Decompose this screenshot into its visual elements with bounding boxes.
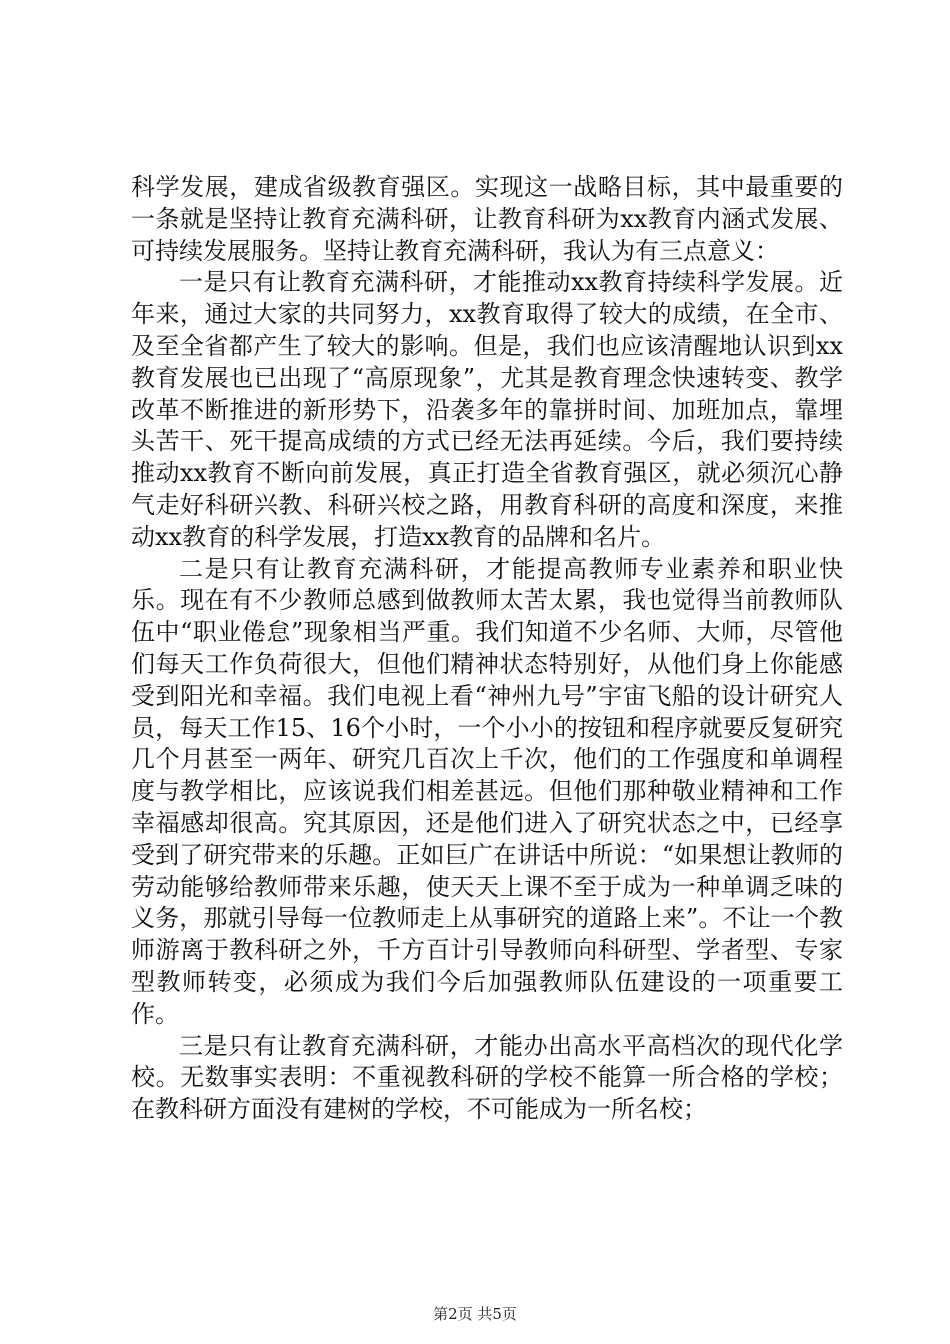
document-body: [131, 172, 843, 1126]
paragraph-continued: 科学发展，建成省级教育强区。实现这一战略目标，其中最重要的一条就是坚持让教育充满科研，让教育科研为xx教育内涵式发展、可持续发展服务。坚持让教育充满科研，我认为有三点意义：: [131, 173, 843, 265]
paragraph-point-two: 二是只有让教育充满科研，才能提高教师专业素养和职业快乐。现在有不少教师总感到做教师太苦太累，我也觉得当前教师队伍中“职业倦怠”现象相当严重。我们知道不少名师、大师，尽管他们每天工作负荷很大，但他们精神状态特别好，从他们身上你能感受到阳光和幸福。我们电视上看“神州九号”宇宙飞船的设计研究人员，每天工作15、16个小时，一个小小的按钮和程序就要反复研究几个月甚至一两年、研究几百次上千次，他们的工作强度和单调程度与教学相比，应该说我们相差甚远。但他们那种敬业精神和工作幸福感却很高。究其原因，还是他们进入了研究状态之中，已经享受到了研究带来的乐趣。正如巨广在讲话中所说：“如果想让教师的劳动能够给教师带来乐趣，使天天上课不至于成为一种单调乏味的义务，那就引导每一位教师走上从事研究的道路上来”。不让一个教师游离于教科研之外，千方百计引导教师向科研型、学者型、专家型教师转变，必须成为我们今后加强教师队伍建设的一项重要工作。: [131, 554, 843, 1028]
paragraph-point-one: 一是只有让教育充满科研，才能推动xx教育持续科学发展。近年来，通过大家的共同努力，xx教育取得了较大的成绩，在全市、及至全省都产生了较大的影响。但是，我们也应该清醒地认识到xx教育发展也已出现了“高原现象”，尤其是教育理念快速转变、教学改革不断推进的新形势下，沿袭多年的靠拼时间、加班加点，靠埋头苦干、死干提高成绩的方式已经无法再延续。今后，我们要持续推动xx教育不断向前发展，真正打造全省教育强区，就必须沉心静气走好科研兴教、科研兴校之路，用教育科研的高度和深度，来推动xx教育的科学发展，打造xx教育的品牌和名片。: [131, 268, 843, 551]
page-number-footer: 第2页 共5页: [433, 1305, 517, 1323]
paragraph-point-three: 三是只有让教育充满科研，才能办出高水平高档次的现代化学校。无数事实表明：不重视教科研的学校不能算一所合格的学校；在教科研方面没有建树的学校，不可能成为一所名校；: [131, 1031, 843, 1124]
